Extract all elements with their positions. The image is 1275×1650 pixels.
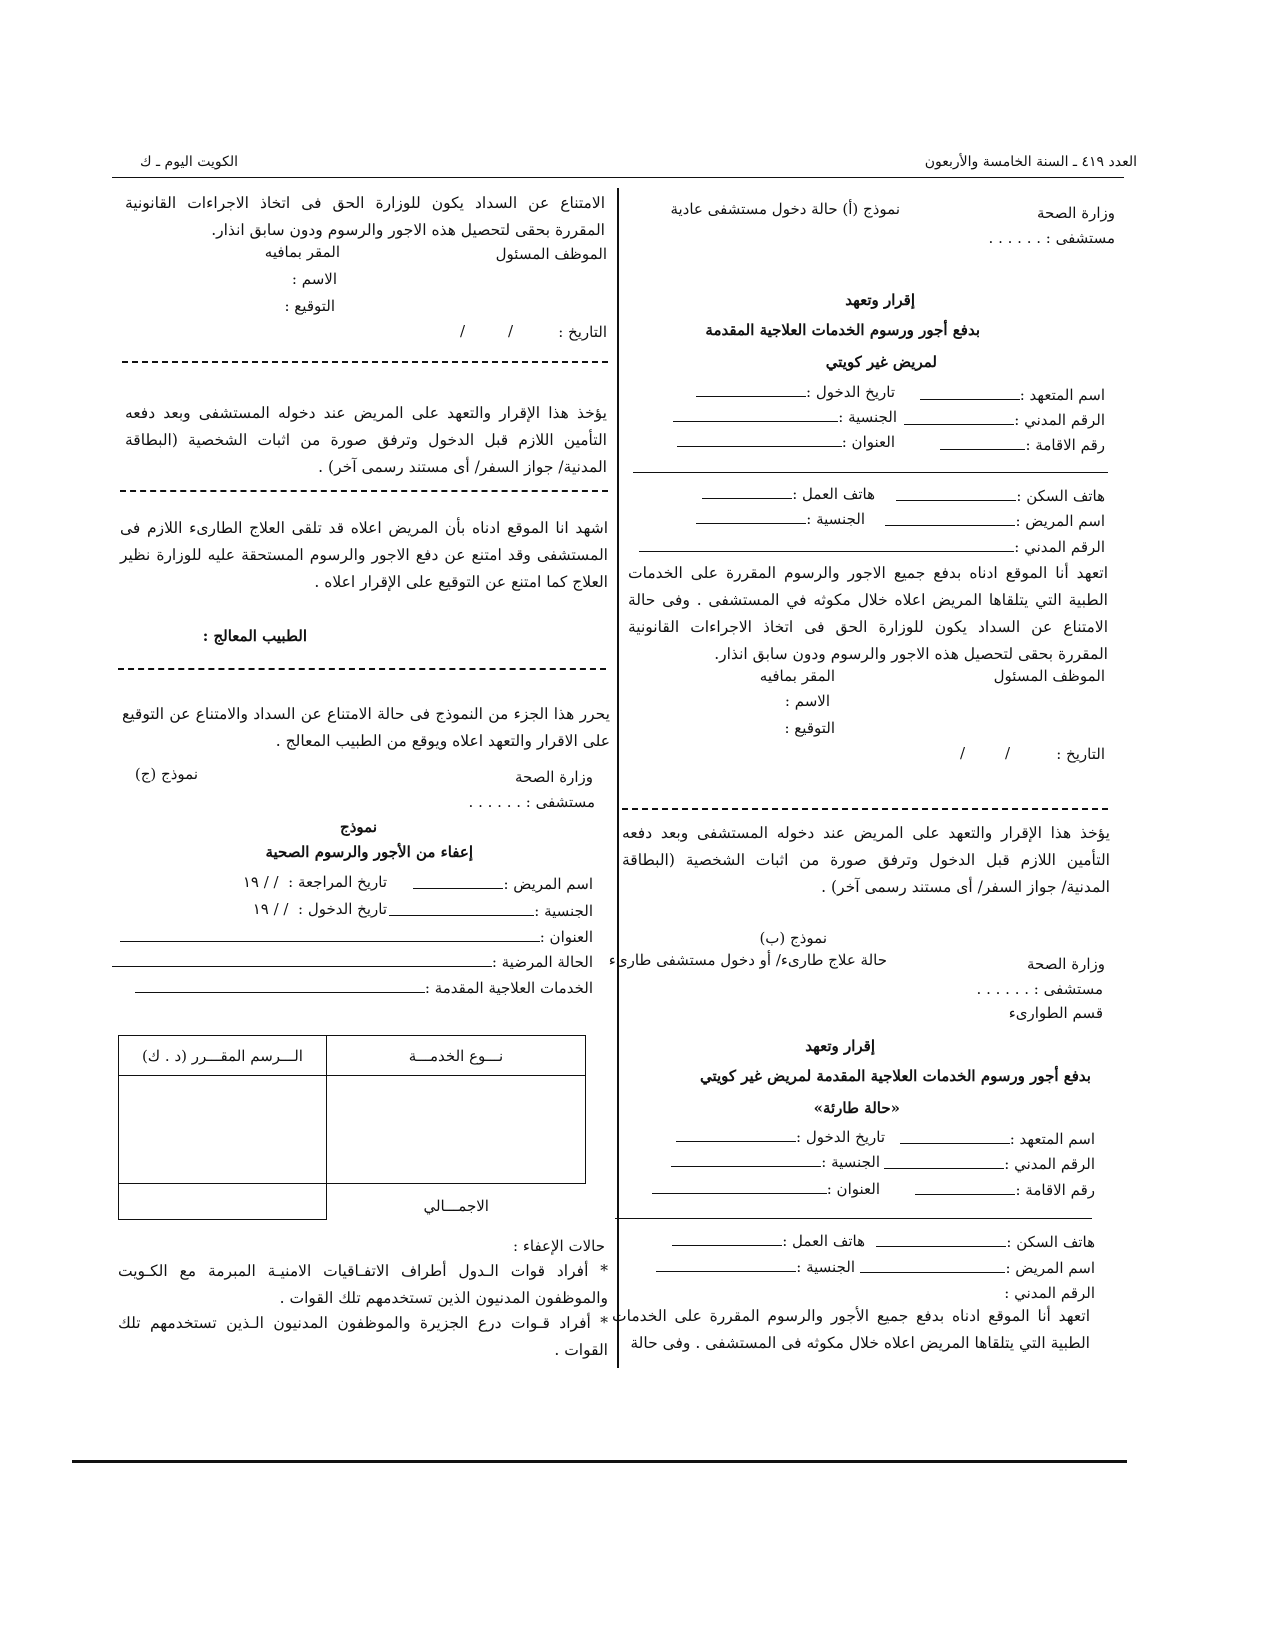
c-patient-name-field[interactable]: اسم المريض : bbox=[413, 875, 593, 893]
dashed-separator bbox=[122, 361, 608, 363]
guarantor-name-field[interactable]: اسم المتعهد : bbox=[920, 386, 1105, 404]
continued-pledge-text: الامتناع عن السداد يكون للوزارة الحق فى اتخاذ الاجراءات القانونية المقررة بحقى لتحصيل هذه الاجور والرسوم ودون سابق انذار. bbox=[125, 194, 605, 239]
note-text-left: يؤخذ هذا الإقرار والتعهد على المريض عند دخوله المستشفى وبعد دفعه التأمين اللازم قبل الدخول وترفق صورة من اثبات الشخصية (البطاقة المدنية/ جواز السفر/ أى مستند رسمى آخر) . bbox=[125, 404, 607, 476]
form-a-title: نموذج (أ) حالة دخول مستشفى عادية bbox=[670, 200, 900, 218]
dashed-separator bbox=[118, 668, 606, 670]
date-label: التاريخ : bbox=[1056, 745, 1105, 763]
c-admission-date-field[interactable]: تاريخ الدخول : / / ١٩ bbox=[252, 900, 387, 918]
witness-statement: اشهد انا الموقع ادناه بأن المريض اعلاه قد تلقى العلاج الطارىء اللازم فى المستشفى وقد امتنع عن دفع الاجور والرسوم المستحقة عليه للوزارة نظير العلاج كما امتنع عن التوقيع على الإقرار اعلاه . bbox=[120, 519, 608, 591]
official-label-left: الموظف المسئول bbox=[495, 245, 607, 263]
form-c-heading: نموذج bbox=[340, 818, 377, 836]
c-review-date-field[interactable]: تاريخ المراجعة : / / ١٩ bbox=[242, 873, 387, 891]
date-slash: / bbox=[960, 744, 966, 762]
form-b-case: حالة علاج طارىء/ أو دخول مستشفى طارىء bbox=[608, 951, 887, 969]
exemption-item: * أفراد قـوات درع الجزيرة والموظفون المدنيون الـذين تستخدمهم تلك القوات . bbox=[118, 1314, 608, 1359]
signature-label: التوقيع : bbox=[784, 719, 835, 737]
work-phone-field[interactable]: هاتف العمل : bbox=[702, 485, 875, 503]
form-a-subheading: بدفع أجور ورسوم الخدمات العلاجية المقدمة bbox=[705, 321, 980, 339]
c-services-field[interactable]: الخدمات العلاجية المقدمة : bbox=[135, 979, 593, 997]
b-pledge-text: اتعهد أنا الموقع ادناه بدفع جميع الأجور والرسوم المقررة على الخدمات الطبية التي يتلقاها المريض اعلاه خلال مكوثه فى المستشفى . وفى حالة bbox=[612, 1307, 1090, 1352]
hospital-field-c: مستشفى : . . . . . . bbox=[468, 793, 595, 811]
b-patient-nationality-field[interactable]: الجنسية : bbox=[656, 1258, 855, 1276]
form-c-subheading: إعفاء من الأجور والرسوم الصحية bbox=[265, 843, 473, 861]
blank-line bbox=[615, 1218, 1092, 1219]
patient-civil-number-field[interactable]: الرقم المدني : bbox=[639, 538, 1105, 556]
ministry-label-c: وزارة الصحة bbox=[515, 768, 593, 786]
b-patient-name-field[interactable]: اسم المريض : bbox=[860, 1259, 1095, 1277]
emergency-department: قسم الطوارىء bbox=[1008, 1004, 1103, 1022]
declarant-label: المقر بمافيه bbox=[759, 667, 835, 685]
form-b-emergency-case: «حالة طارئة» bbox=[813, 1099, 900, 1117]
form-c-label: نموذج (ج) bbox=[134, 765, 198, 783]
b-address-field[interactable]: العنوان : bbox=[652, 1180, 880, 1198]
ministry-label: وزارة الصحة bbox=[1037, 204, 1115, 222]
c-nationality-field[interactable]: الجنسية : bbox=[389, 902, 593, 920]
issue-header: العدد ٤١٩ ـ السنة الخامسة والأربعون bbox=[924, 154, 1137, 170]
treating-doctor-label: الطبيب المعالج : bbox=[202, 627, 307, 645]
home-phone-field[interactable]: هاتف السكن : bbox=[896, 487, 1105, 505]
name-label: الاسم : bbox=[784, 692, 830, 710]
note-text: يؤخذ هذا الإقرار والتعهد على المريض عند دخوله المستشفى وبعد دفعه التأمين اللازم قبل الدخول وترفق صورة من اثبات الشخصية (البطاقة المدنية/ جواز السفر/ أى مستند رسمى آخر) . bbox=[622, 824, 1110, 896]
date-label-left: التاريخ : bbox=[558, 323, 607, 341]
footer-rule bbox=[72, 1460, 1127, 1463]
ministry-label-b: وزارة الصحة bbox=[1027, 955, 1105, 973]
name-label-left: الاسم : bbox=[291, 270, 337, 288]
form-b-subheading: بدفع أجور ورسوم الخدمات العلاجية المقدمة لمريض غير كويتي bbox=[699, 1067, 1091, 1085]
b-civil-number-field[interactable]: الرقم المدني : bbox=[884, 1155, 1095, 1173]
b-patient-civil-number-field[interactable]: الرقم المدني : bbox=[1004, 1284, 1095, 1302]
nationality-field[interactable]: الجنسية : bbox=[673, 408, 897, 426]
patient-name-field[interactable]: اسم المريض : bbox=[885, 512, 1105, 530]
column-header-fee: الـــرسم المقـــرر (د . ك) bbox=[119, 1036, 327, 1076]
declarant-label-left: المقر بمافيه bbox=[264, 243, 340, 261]
c-address-field[interactable]: العنوان : bbox=[120, 928, 593, 946]
header-rule bbox=[112, 177, 1124, 178]
service-type-cell[interactable] bbox=[326, 1076, 585, 1184]
hospital-field-b: مستشفى : . . . . . . bbox=[976, 980, 1103, 998]
b-admission-date-field[interactable]: تاريخ الدخول : bbox=[676, 1128, 885, 1146]
publication-header: الكويت اليوم ـ ك bbox=[140, 154, 239, 170]
civil-number-field[interactable]: الرقم المدني : bbox=[904, 411, 1105, 429]
dashed-separator bbox=[120, 490, 608, 492]
address-field[interactable]: العنوان : bbox=[677, 433, 895, 451]
fees-table bbox=[118, 1035, 586, 1220]
patient-nationality-field[interactable]: الجنسية : bbox=[696, 510, 865, 528]
total-fee-cell[interactable] bbox=[119, 1184, 327, 1220]
date-slash: / bbox=[508, 322, 514, 340]
exemptions-title: حالات الإعفاء : bbox=[513, 1237, 605, 1255]
residence-number-field[interactable]: رقم الاقامة : bbox=[940, 436, 1105, 454]
form-a-patient-type: لمريض غير كويتي bbox=[825, 353, 937, 371]
date-slash: / bbox=[1005, 744, 1011, 762]
official-label: الموظف المسئول bbox=[993, 667, 1105, 685]
dashed-separator bbox=[622, 808, 1108, 810]
total-label: الاجمـــالي bbox=[423, 1196, 489, 1215]
b-residence-number-field[interactable]: رقم الاقامة : bbox=[915, 1181, 1095, 1199]
signature-label-left: التوقيع : bbox=[284, 297, 335, 315]
instruction-text: يحرر هذا الجزء من النموذج فى حالة الامتناع عن السداد والامتناع عن التوقيع على الاقرار والتعهد اعلاه ويوقع من الطبيب المعالج . bbox=[122, 705, 610, 750]
date-slash: / bbox=[460, 322, 466, 340]
admission-date-field[interactable]: تاريخ الدخول : bbox=[696, 383, 895, 401]
column-divider bbox=[617, 188, 619, 1368]
pledge-text: اتعهد أنا الموقع ادناه بدفع جميع الاجور والرسوم المقررة على الخدمات الطبية التي يتلقاها المريض اعلاه خلال مكوثه في المستشفى . وفى حالة الامتناع عن السداد يكون للوزارة الحق فى اتخاذ الاجراءات القانونية المقررة بحقى لتحصيل هذه الاجور والرسوم ودون سابق انذار. bbox=[628, 564, 1108, 663]
form-b-heading: إقرار وتعهد bbox=[805, 1037, 875, 1055]
b-nationality-field[interactable]: الجنسية : bbox=[671, 1153, 880, 1171]
column-header-service-type: نـــوع الخدمـــة bbox=[326, 1036, 585, 1076]
form-b-label: نموذج (ب) bbox=[759, 929, 827, 947]
form-a-heading: إقرار وتعهد bbox=[845, 291, 915, 309]
hospital-field: مستشفى : . . . . . . bbox=[988, 229, 1115, 247]
c-medical-condition-field[interactable]: الحالة المرضية : bbox=[112, 953, 593, 971]
fee-cell[interactable] bbox=[119, 1076, 327, 1184]
exemption-item: * أفراد قوات الـدول أطراف الاتفـاقيات الامنيـة المبرمة مع الكـويت والموظفون المدنيون الذين تستخدمهم تلك القوات . bbox=[118, 1262, 608, 1307]
total-label-cell bbox=[326, 1184, 585, 1220]
b-home-phone-field[interactable]: هاتف السكن : bbox=[876, 1233, 1095, 1251]
blank-line bbox=[633, 472, 1108, 473]
b-work-phone-field[interactable]: هاتف العمل : bbox=[672, 1232, 865, 1250]
b-guarantor-name-field[interactable]: اسم المتعهد : bbox=[900, 1130, 1095, 1148]
